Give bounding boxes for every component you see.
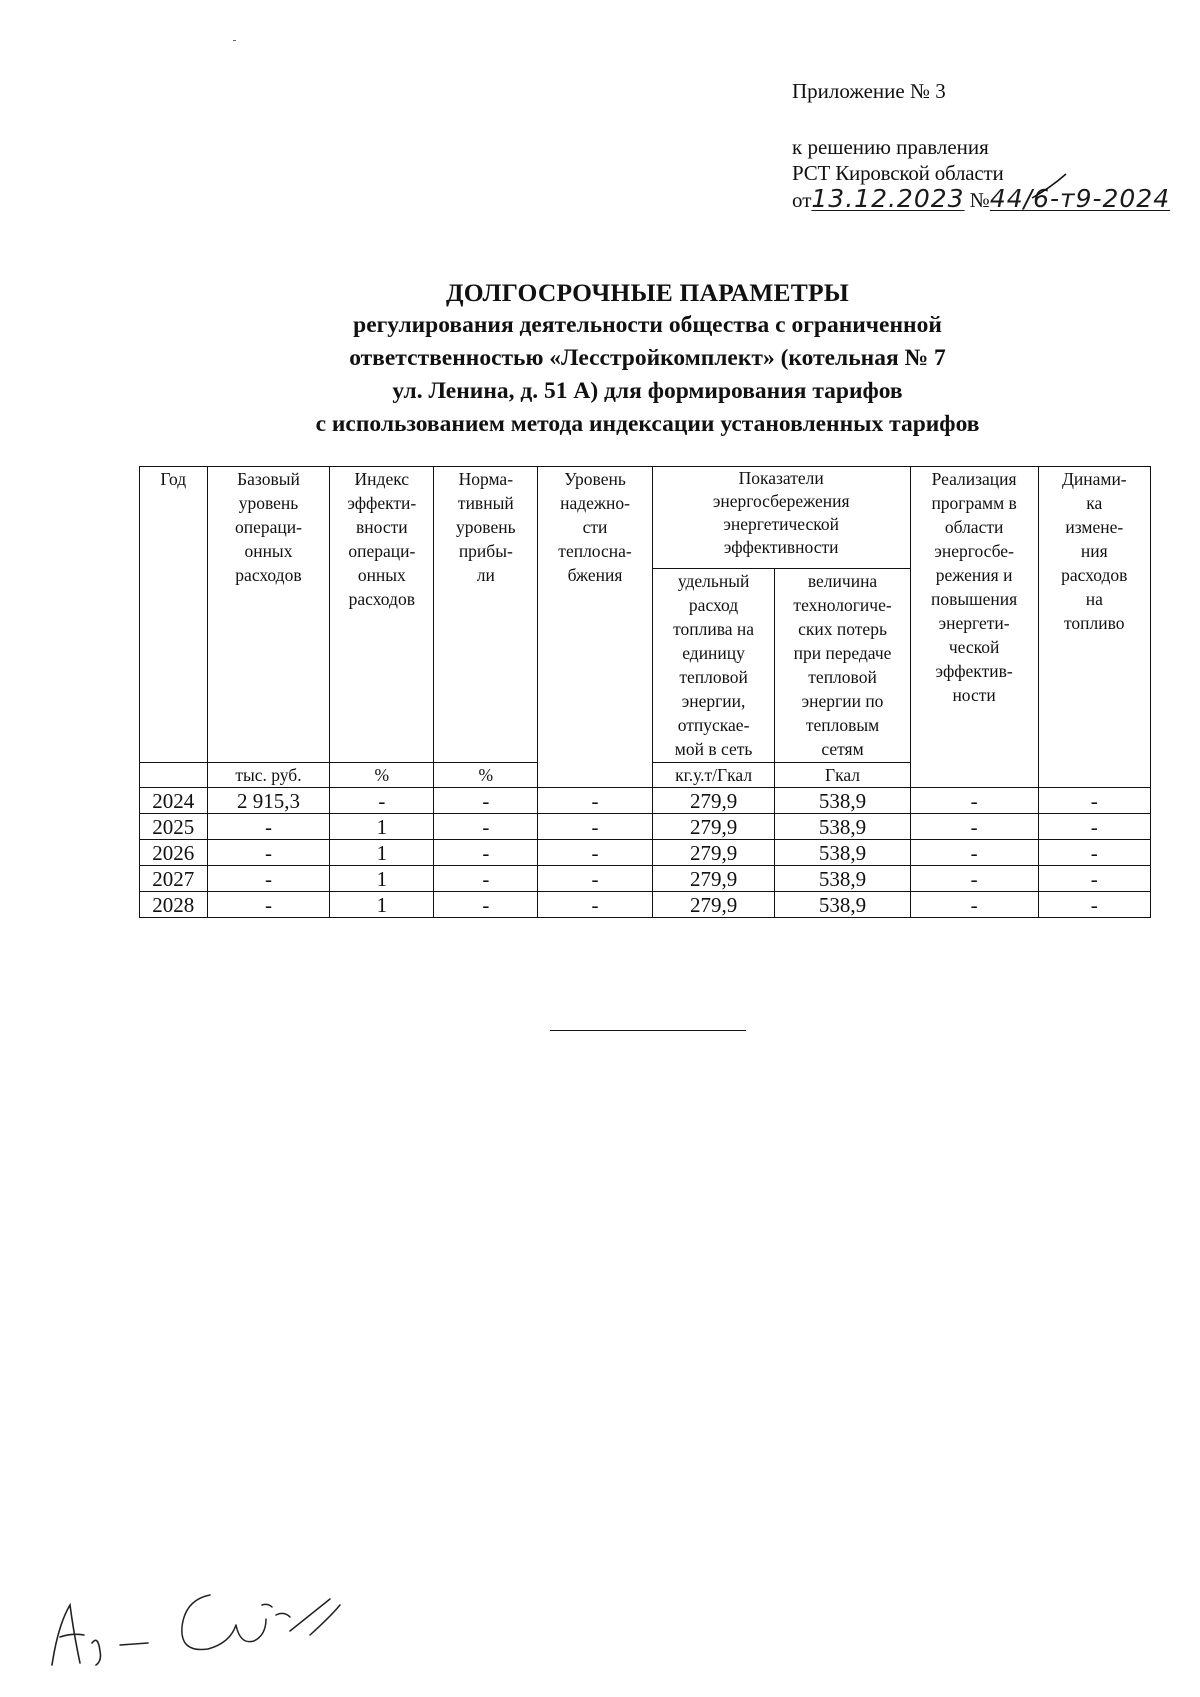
title-line-1: регулирования деятельности общества с ограниченной [353,312,942,338]
cell-fuel-dynamics: - [1038,788,1150,814]
cell-fuel-consumption: 279,9 [652,866,775,892]
unit-profit-level: % [434,763,538,788]
annex-authority-line: РСТ Кировской области [792,161,1004,185]
cell-base-cost: - [207,814,330,840]
cell-profit-level: - [434,814,538,840]
header-profit-level: Норма- тивный уровень прибы- ли [434,467,538,763]
scan-mark [233,40,236,41]
handwritten-date: 13.12.2023 [811,184,965,213]
annex-date-line [792,186,1170,213]
annex-block [792,78,1170,213]
header-year: Год [140,467,208,763]
cell-base-cost: 2 915,3 [207,788,330,814]
cell-year: 2028 [140,892,208,918]
cell-base-cost: - [207,840,330,866]
cell-fuel-dynamics: - [1038,892,1150,918]
cell-heat-losses: 538,9 [775,866,910,892]
handwritten-number: 44/6-т9-2024 [989,184,1171,213]
cell-programs: - [910,866,1038,892]
cell-year: 2026 [140,840,208,866]
title-line-3: ул. Ленина, д. 51 А) для формирования тарифов [392,378,903,404]
cell-reliability: - [538,788,652,814]
unit-year [140,763,208,788]
cell-programs: - [910,840,1038,866]
cell-year: 2027 [140,866,208,892]
title-line-4: с использованием метода индексации установленных тарифов [315,411,980,437]
number-label: № [969,188,990,212]
cell-fuel-consumption: 279,9 [652,814,775,840]
pen-stroke-icon [1030,172,1070,202]
cell-programs: - [910,892,1038,918]
document-title [0,276,1200,441]
header-energy-saving: Показатели энергосбережения энергетической эффективности [652,467,910,569]
title-line-2: ответственностью «Лесстройкомплект» (котельная № 7 [349,345,946,371]
annex-number: Приложение № 3 [792,79,946,103]
table-row [140,892,1151,918]
cell-heat-losses: 538,9 [775,892,910,918]
cell-reliability: - [538,892,652,918]
header-fuel-consumption: удельный расход топлива на единицу тепловой энергии, отпускае- мой в сеть [652,569,775,763]
cell-year: 2025 [140,814,208,840]
header-heat-losses: величина технологиче- ских потерь при передаче тепловой энергии по тепловым сетям [775,569,910,763]
table-row [140,814,1151,840]
cell-profit-level: - [434,892,538,918]
cell-efficiency-index: 1 [330,840,434,866]
cell-efficiency-index: 1 [330,892,434,918]
cell-reliability: - [538,814,652,840]
cell-efficiency-index: - [330,788,434,814]
cell-efficiency-index: 1 [330,866,434,892]
header-fuel-dynamics: Динами- ка измене- ния расходов на топливо [1038,467,1150,788]
header-base-cost: Базовый уровень операци- онных расходов [207,467,330,763]
cell-efficiency-index: 1 [330,814,434,840]
unit-base-cost: тыс. руб. [207,763,330,788]
cell-reliability: - [538,840,652,866]
cell-heat-losses: 538,9 [775,788,910,814]
unit-fuel-consumption: кг.у.т/Гкал [652,763,775,788]
cell-year: 2024 [140,788,208,814]
cell-profit-level: - [434,788,538,814]
cell-profit-level: - [434,866,538,892]
cell-fuel-dynamics: - [1038,814,1150,840]
handwritten-signature [40,1565,380,1675]
end-divider [550,1030,746,1031]
header-programs: Реализация программ в области энергосбе- режения и повышения энергети- ческой эффектив- ности [910,467,1038,788]
annex-decision-line: к решению правления [792,135,989,159]
cell-fuel-consumption: 279,9 [652,788,775,814]
cell-reliability: - [538,866,652,892]
table-row [140,866,1151,892]
cell-heat-losses: 538,9 [775,814,910,840]
header-reliability: Уровень надежно- сти теплосна- бжения [538,467,652,788]
from-label: от [792,188,812,212]
cell-heat-losses: 538,9 [775,840,910,866]
header-efficiency-index: Индекс эффекти- вности операци- онных расходов [330,467,434,763]
unit-heat-losses: Гкал [775,763,910,788]
unit-efficiency-index: % [330,763,434,788]
cell-programs: - [910,814,1038,840]
table-row [140,788,1151,814]
cell-base-cost: - [207,866,330,892]
cell-programs: - [910,788,1038,814]
table-row [140,840,1151,866]
cell-profit-level: - [434,840,538,866]
cell-fuel-dynamics: - [1038,840,1150,866]
cell-base-cost: - [207,892,330,918]
title-main: ДОЛГОСРОЧНЫЕ ПАРАМЕТРЫ [446,278,849,307]
cell-fuel-consumption: 279,9 [652,892,775,918]
parameters-table [139,466,1151,918]
cell-fuel-dynamics: - [1038,866,1150,892]
cell-fuel-consumption: 279,9 [652,840,775,866]
